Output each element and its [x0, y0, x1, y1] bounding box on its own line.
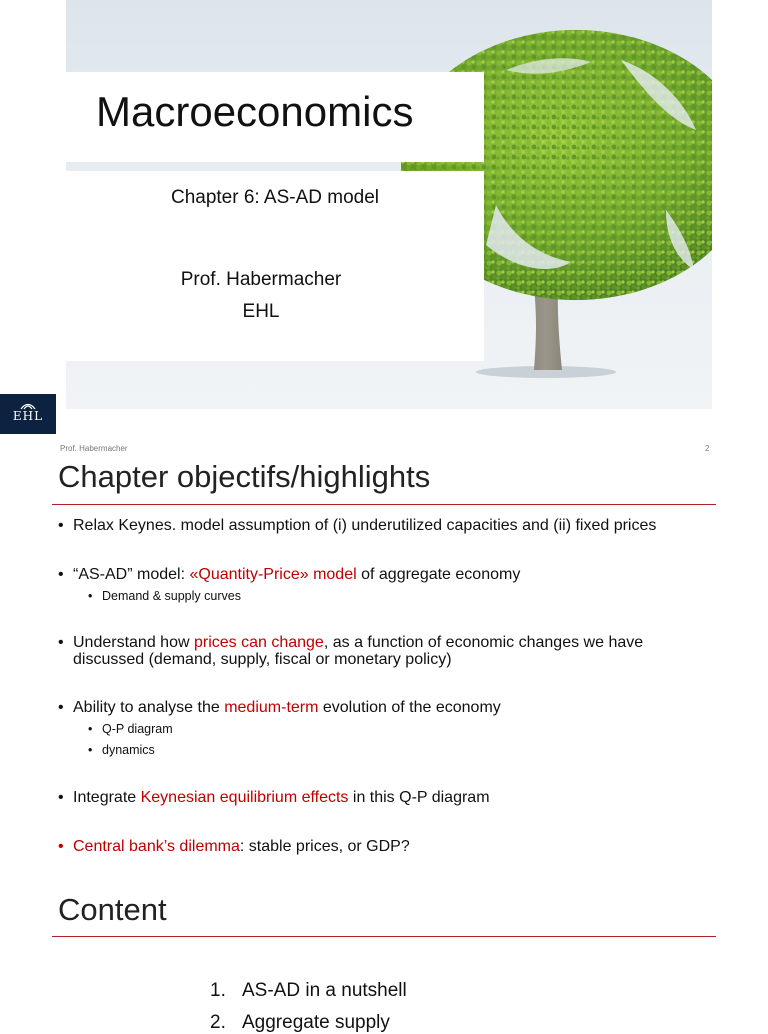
content-title: Content	[58, 892, 167, 927]
bullet-item	[58, 566, 718, 583]
sub-bullet-text: dynamics	[102, 743, 155, 757]
bullet-text: Ability to analyse the	[73, 699, 225, 716]
institution-name: EHL	[242, 301, 280, 322]
bullet-text: Relax Keynes. model assumption of (i) underutilized capacities and (ii) fixed prices	[73, 517, 657, 534]
slide-title: Macroeconomics	[96, 88, 414, 135]
chapter-subtitle: Chapter 6: AS-AD model	[170, 187, 380, 208]
bullet-text: “AS-AD” model:	[73, 566, 190, 583]
bullet-item	[58, 517, 718, 534]
bullet-text: evolution of the economy	[318, 699, 501, 716]
bullet-highlight: Central bank’s dilemma	[73, 838, 240, 855]
sub-bullet-item	[88, 589, 241, 603]
objectives-title: Chapter objectifs/highlights	[58, 459, 431, 494]
objectives-title-rule	[52, 504, 716, 505]
bullet-text: , as a function of economic changes we have discussed (demand, supply, fiscal or monetary policy)	[73, 634, 644, 668]
bullet-text: in this Q-P diagram	[348, 789, 490, 806]
bullet-text: of aggregate economy	[356, 566, 521, 583]
bullet-dot: •	[58, 699, 64, 716]
footer-author: Prof. Habermacher	[60, 444, 128, 453]
sub-bullet-item	[88, 722, 173, 736]
content-list-item	[210, 1012, 390, 1034]
list-label: Aggregate supply	[242, 1012, 390, 1033]
sub-bullet-text: Q-P diagram	[102, 722, 173, 736]
bullet-item	[58, 634, 718, 668]
bullet-item	[58, 789, 718, 806]
sub-bullet-text: Demand & supply curves	[102, 589, 241, 603]
sub-bullet-dot: •	[88, 743, 93, 757]
bullet-text: Understand how	[73, 634, 194, 651]
list-label: AS-AD in a nutshell	[242, 980, 407, 1001]
list-number: 2.	[210, 1012, 226, 1033]
bullet-text: Integrate	[73, 789, 141, 806]
bullet-item	[58, 838, 718, 855]
ehl-logo	[0, 394, 56, 434]
logo-text: EHL	[12, 409, 44, 423]
bullet-text: : stable prices, or GDP?	[239, 838, 410, 855]
bullet-item	[58, 699, 718, 716]
bullet-dot: •	[58, 838, 64, 855]
bullet-dot: •	[58, 789, 64, 806]
content-title-rule	[52, 936, 716, 937]
bullet-highlight: «Quantity-Price» model	[189, 566, 357, 583]
bullet-highlight: prices can change	[193, 634, 324, 651]
author-name: Prof. Habermacher	[180, 269, 342, 290]
page-number: 2	[705, 444, 710, 453]
list-number: 1.	[210, 980, 226, 1001]
content-list-item	[210, 980, 407, 1002]
sub-bullet-item	[88, 743, 155, 757]
bullet-dot: •	[58, 634, 64, 651]
sub-bullet-dot: •	[88, 722, 93, 736]
sub-bullet-dot: •	[88, 589, 93, 603]
bullet-highlight: Keynesian equilibrium effects	[140, 789, 349, 806]
bullet-highlight: medium-term	[224, 699, 319, 716]
bullet-dot: •	[58, 517, 64, 534]
bullet-dot: •	[58, 566, 64, 583]
